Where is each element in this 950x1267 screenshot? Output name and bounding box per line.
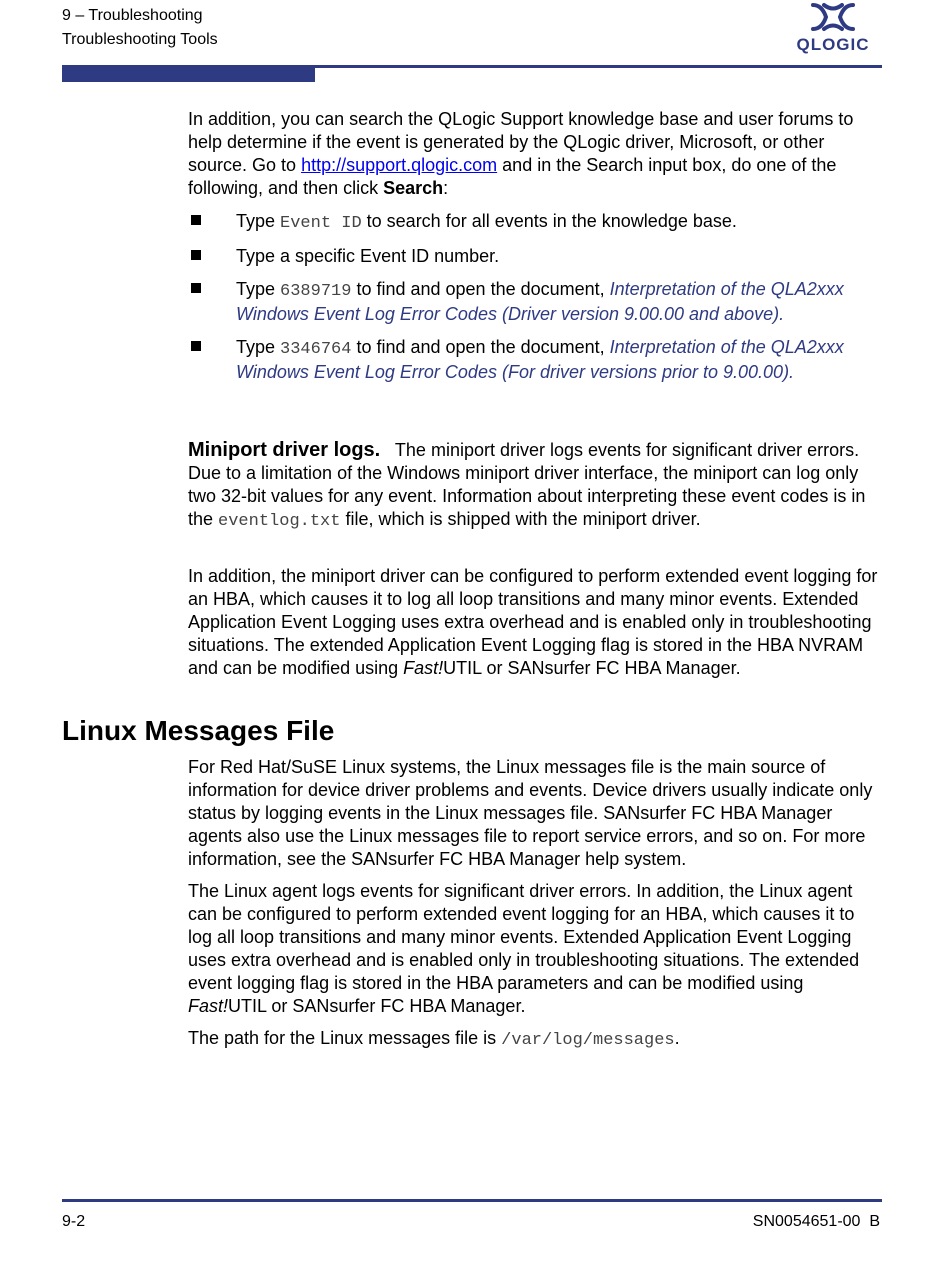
- code-event-id: Event ID: [280, 214, 362, 233]
- qlogic-logo-icon: [810, 2, 856, 32]
- list-item: Type 6389719 to find and open the document, Interpretation of the QLA2xxx Windows Event Log Error Codes (Driver version 9.00.00 and above).: [188, 278, 880, 326]
- document-number: SN0054651-00 B: [752, 1213, 880, 1230]
- extended-logging-paragraph: In addition, the miniport driver can be configured to perform extended event logging for an HBA, which causes it to log all loop transitions and many minor events. Extended Application Event Logging uses extra overhead and is enabled only in troubleshooting situations. The extended Application Event Logging flag is stored in the HBA NVRAM and can be modified using Fast!UTIL or SANsurfer FC HBA Manager.: [188, 566, 878, 678]
- document-xref[interactable]: Interpretation of the QLA2xxx Windows Event Log Error Codes (Driver version 9.00.00 and above).: [236, 279, 844, 324]
- list-item: Type Event ID to search for all events in the knowledge base.: [188, 210, 880, 235]
- intro-text-1: In addition, you can search the QLogic Support knowledge base and user forums to help determine if the event is generated by the QLogic driver, Microsoft, or other source. Go to: [188, 109, 854, 175]
- bullet-square-icon: [191, 215, 201, 225]
- footer-rule: [62, 1199, 882, 1202]
- linux-paragraph-2: The Linux agent logs events for significant driver errors. In addition, the Linux agent can be configured to perform extended event logging for an HBA, which causes it to log all loop transitions and many minor events. Extended Application Event Logging uses extra overhead and is enabled only in troubleshooting situations. The extended event logging flag is stored in the HBA parameters and can be modified using Fast!UTIL or SANsurfer FC HBA Manager.: [188, 881, 860, 1016]
- search-bold: Search: [383, 178, 444, 198]
- running-header-chapter: 9 – Troubleshooting: [62, 7, 203, 24]
- linux-paragraph-3: The path for the Linux messages file is /var/log/messages.: [188, 1028, 680, 1050]
- miniport-paragraph: Miniport driver logs. The miniport driver logs events for significant driver errors. Due to a limitation of the Windows miniport driver interface, the miniport can log only two 32-bit values for any event. Information about interpreting these event codes is in the eventlog.txt file, which is shipped with the miniport driver.: [188, 439, 871, 531]
- list-item: Type a specific Event ID number.: [188, 245, 880, 268]
- miniport-runin-heading: Miniport driver logs.: [188, 439, 381, 461]
- page-number: 9-2: [62, 1213, 86, 1230]
- search-options-list: [188, 210, 880, 394]
- qlogic-logo-text: QLOGIC: [796, 35, 870, 54]
- code-messages-path: /var/log/messages: [501, 1031, 675, 1050]
- support-link[interactable]: http://support.qlogic.com: [301, 155, 498, 175]
- bullet-square-icon: [191, 283, 201, 293]
- code-document-number: 3346764: [280, 340, 352, 359]
- bullet-square-icon: [191, 250, 201, 260]
- intro-paragraph: [188, 108, 880, 200]
- intro-text-2: and in the Search input box, do one of the following, and then click: [188, 155, 837, 198]
- qlogic-logo: [788, 2, 878, 56]
- bullet-square-icon: [191, 341, 201, 351]
- section-heading-linux-messages: Linux Messages File: [62, 715, 335, 746]
- list-item: Type 3346764 to find and open the document, Interpretation of the QLA2xxx Windows Event Log Error Codes (For driver versions prior to 9.00.00).: [188, 336, 880, 384]
- intro-text-3: :: [443, 178, 449, 198]
- linux-paragraph-1: For Red Hat/SuSE Linux systems, the Linux messages file is the main source of information for device driver problems and events. Device drivers usually indicate only status by logging events in the Linux messages file. SANsurfer FC HBA Manager agents also use the Linux messages file to report service errors, and so on. For more information, see the SANsurfer FC HBA Manager help system.: [188, 757, 873, 869]
- code-eventlog-file: eventlog.txt: [218, 512, 341, 531]
- running-header-section: Troubleshooting Tools: [62, 31, 218, 48]
- document-xref[interactable]: Interpretation of the QLA2xxx Windows Event Log Error Codes (For driver versions prior to 9.00.00).: [236, 337, 844, 382]
- code-document-number: 6389719: [280, 282, 352, 301]
- header-tab-bar: [62, 68, 315, 82]
